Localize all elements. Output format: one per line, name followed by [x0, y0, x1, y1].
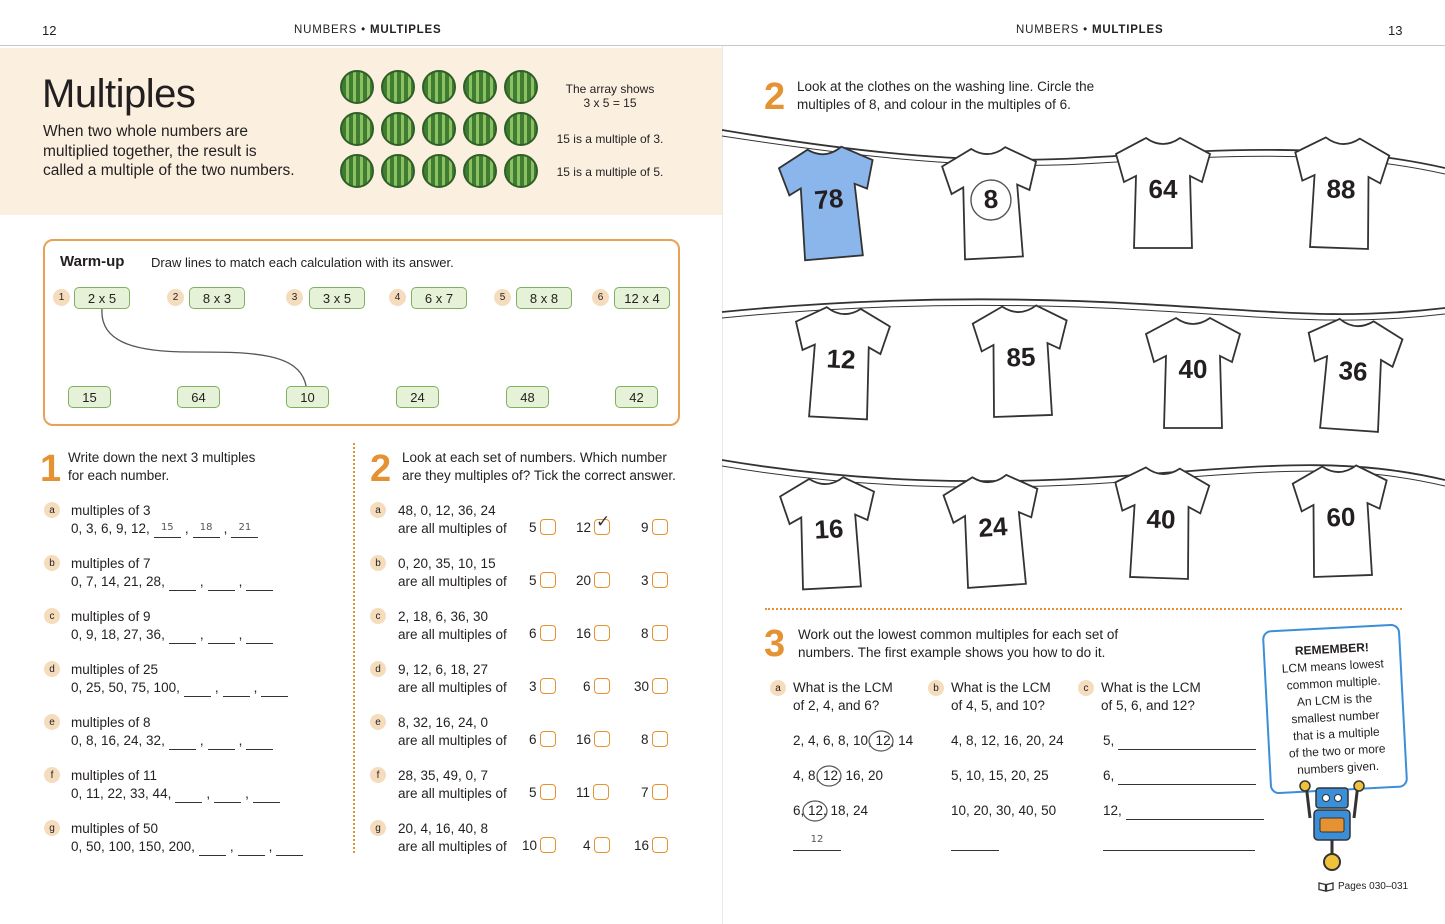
answer-blank[interactable]	[199, 840, 226, 856]
answer-blank[interactable]	[175, 787, 202, 803]
comma: ,	[229, 839, 234, 854]
sequence-text: 0, 3, 6, 9, 12,	[71, 521, 150, 536]
tick-option[interactable]	[576, 625, 610, 641]
shirt-number: 36	[1337, 355, 1369, 387]
answer-blank[interactable]	[169, 575, 196, 591]
tick-option[interactable]	[583, 837, 610, 853]
sequence-row	[71, 785, 280, 803]
sequence-row	[71, 679, 288, 697]
option-value: 11	[576, 784, 591, 800]
lcm-answer-blank[interactable]	[951, 834, 999, 851]
number-set: 20, 4, 16, 40, 8	[398, 821, 489, 836]
tick-box[interactable]	[652, 837, 668, 853]
answer-blank[interactable]	[1126, 806, 1264, 820]
calc-number: 6	[592, 289, 609, 306]
shirt[interactable]	[1106, 458, 1216, 584]
row-start: 12,	[1103, 803, 1122, 818]
answer-blank[interactable]	[214, 787, 241, 803]
item-letter: a	[370, 502, 386, 518]
shirt-number: 40	[1178, 354, 1208, 384]
shirt-number: 64	[1148, 174, 1178, 204]
item-letter: c	[44, 608, 60, 624]
tick-box[interactable]	[594, 678, 610, 694]
stem-text: are all multiples of	[398, 786, 507, 801]
tick-box[interactable]	[594, 625, 610, 641]
option-value: 6	[529, 625, 537, 641]
answer-blank[interactable]: 15	[154, 522, 181, 538]
lcm-question: of 5, 6, and 12?	[1101, 698, 1195, 713]
option-value: 9	[641, 519, 649, 535]
option-value: 4	[583, 837, 591, 853]
calc-number: 5	[494, 289, 511, 306]
sequence-row	[71, 573, 273, 591]
shirt-number: 85	[1005, 341, 1036, 373]
tick-box[interactable]	[540, 519, 556, 535]
item-letter: d	[370, 661, 386, 677]
answer-blank[interactable]	[169, 628, 196, 644]
shirt[interactable]	[936, 464, 1050, 593]
sequence-text: 0, 50, 100, 150, 200,	[71, 839, 195, 854]
lcm-instruction: Work out the lowest common multiples for each set of numbers. The first example shows you how to do it.	[798, 627, 1119, 660]
sequence-text: 0, 11, 22, 33, 44,	[71, 786, 172, 801]
shirt[interactable]	[785, 297, 897, 424]
shirt-number: 78	[813, 182, 845, 216]
calc-chip[interactable]: 6 x 7	[411, 287, 467, 309]
shirt[interactable]	[1296, 308, 1410, 437]
header-rule-right	[722, 45, 1445, 46]
shirt-number: 24	[977, 511, 1009, 543]
item-letter: g	[44, 820, 60, 836]
answer-blank[interactable]	[169, 734, 196, 750]
question-number: 3	[764, 623, 786, 665]
answer-chip[interactable]: 15	[68, 386, 111, 408]
q2-instruction: Look at each set of numbers. Which number are they multiples of? Tick the correct answer.	[402, 450, 676, 483]
tick-option[interactable]	[576, 731, 610, 747]
warmup-label: Warm-up	[60, 253, 125, 270]
tick-box[interactable]	[594, 572, 610, 588]
shirt[interactable]	[966, 296, 1076, 422]
comma: ,	[238, 733, 243, 748]
number-set: 2, 18, 6, 36, 30	[398, 609, 489, 624]
shirt[interactable]	[935, 137, 1047, 264]
tick-option[interactable]	[529, 678, 556, 694]
tick-option[interactable]	[641, 519, 668, 535]
lcm-question: of 2, 4, and 6?	[793, 698, 880, 713]
comma: ,	[184, 521, 189, 536]
lcm-row: 2, 4, 6, 8, 10, 12, 14	[793, 733, 914, 748]
option-value: 8	[641, 731, 649, 747]
lcm-answer-blank[interactable]	[1103, 834, 1255, 851]
lcm-row[interactable]	[1103, 732, 1256, 750]
tick-option[interactable]	[576, 512, 611, 535]
tick-option[interactable]	[576, 572, 610, 588]
shirt-number: 40	[1146, 503, 1177, 535]
lcm-row: 5, 10, 15, 20, 25	[951, 768, 1049, 783]
sequence-row	[71, 838, 303, 856]
worked-example-marks	[780, 720, 900, 860]
answer-blank[interactable]	[246, 734, 273, 750]
stem-text: are all multiples of	[398, 574, 507, 589]
tick-box[interactable]	[652, 519, 668, 535]
tick-box[interactable]	[540, 731, 556, 747]
number-set: 28, 35, 49, 0, 7	[398, 768, 489, 783]
tick-box[interactable]	[593, 784, 609, 800]
stem-text: are all multiples of	[398, 680, 507, 695]
tick-option[interactable]	[529, 731, 556, 747]
item-letter: f	[370, 767, 386, 783]
sequence-row	[71, 732, 273, 750]
tick-box[interactable]	[540, 625, 556, 641]
option-value: 6	[583, 678, 591, 694]
lcm-row[interactable]	[1103, 802, 1264, 820]
stem-text: are all multiples of	[398, 521, 507, 536]
comma: ,	[238, 574, 243, 589]
array-note: The array shows 3 x 5 = 15	[565, 82, 655, 110]
column-divider	[353, 443, 355, 853]
lcm-question: What is the LCM	[951, 680, 1051, 695]
row-start: 6,	[1103, 768, 1115, 783]
multiples-label: multiples of 11	[71, 768, 158, 783]
answer-blank[interactable]	[238, 840, 265, 856]
option-value: 7	[641, 784, 649, 800]
pages-reference: Pages 030–031	[1318, 881, 1408, 892]
item-letter: f	[44, 767, 60, 783]
sequence-row	[71, 626, 273, 644]
tick-box[interactable]	[540, 678, 556, 694]
left-running-head: NUMBERS • MULTIPLES	[294, 24, 442, 36]
match-line	[0, 0, 722, 430]
checkmark-icon: ✓	[596, 512, 611, 531]
item-letter: e	[44, 714, 60, 730]
shirt-number: 16	[813, 513, 845, 545]
option-value: 30	[634, 678, 650, 694]
shirt[interactable]	[1110, 130, 1216, 252]
shirt-number: 12	[825, 343, 857, 375]
calc-chip[interactable]: 8 x 8	[516, 287, 572, 309]
calc-number: 4	[389, 289, 406, 306]
lcm-question: What is the LCM	[793, 680, 893, 695]
lcm-question: of 4, 5, and 10?	[951, 698, 1045, 713]
answer-chip[interactable]: 48	[506, 386, 549, 408]
tick-box[interactable]	[540, 784, 556, 800]
comma: ,	[214, 680, 219, 695]
item-letter: g	[370, 820, 386, 836]
tick-box[interactable]	[652, 572, 668, 588]
question-number: 1	[40, 448, 62, 490]
comma: ,	[245, 786, 249, 801]
multiples-label: multiples of 50	[71, 821, 159, 836]
number-set: 0, 20, 35, 10, 15	[398, 556, 496, 571]
answer-chip[interactable]: 10	[286, 386, 329, 408]
remember-title: REMEMBER!	[1294, 640, 1370, 659]
answer-blank[interactable]	[1118, 771, 1256, 785]
calc-number: 1	[53, 289, 70, 306]
question-number: 2	[370, 448, 392, 490]
intro-text: When two whole numbers are multiplied together, the result is called a multiple of the two numbers.	[43, 123, 295, 179]
robot-icon	[1296, 778, 1368, 878]
sequence-text: 0, 25, 50, 75, 100,	[71, 680, 180, 695]
answer-blank[interactable]: 21	[231, 522, 258, 538]
option-value: 3	[529, 678, 537, 694]
stem-text: are all multiples of	[398, 839, 507, 854]
lcm-row: 4, 8, 12, 16, 20, 24	[951, 733, 1064, 748]
answer-blank[interactable]	[1118, 736, 1256, 750]
shirt[interactable]	[1286, 456, 1396, 582]
tick-option[interactable]	[641, 572, 668, 588]
number-set: 8, 32, 16, 24, 0	[398, 715, 489, 730]
item-letter: c	[370, 608, 386, 624]
shirt-number: 8	[982, 183, 999, 215]
multiple-note-3: 15 is a multiple of 3.	[556, 132, 664, 146]
lcm-row: 6, 12, 18, 24	[793, 803, 869, 818]
answer-blank[interactable]: 18	[193, 522, 220, 538]
tick-box[interactable]	[594, 512, 611, 535]
tick-option[interactable]	[529, 572, 556, 588]
tick-option[interactable]	[529, 519, 556, 535]
multiples-label: multiples of 3	[71, 503, 151, 518]
item-letter: e	[370, 714, 386, 730]
item-letter: b	[370, 555, 386, 571]
sequence-text: 0, 9, 18, 27, 36,	[71, 627, 165, 642]
item-letter: b	[44, 555, 60, 571]
right-page-number: 13	[1388, 23, 1403, 38]
book-icon	[1318, 881, 1334, 892]
calc-number: 3	[286, 289, 303, 306]
tick-option[interactable]	[576, 784, 609, 800]
section-divider	[765, 608, 1402, 610]
tick-option[interactable]	[529, 625, 556, 641]
lcm-row: 4, 8, 12, 16, 20	[793, 768, 884, 783]
tick-box[interactable]	[594, 837, 610, 853]
comma: ,	[199, 627, 204, 642]
right-running-head: NUMBERS • MULTIPLES	[1016, 24, 1164, 36]
page-title: Multiples	[42, 72, 196, 116]
answer-chip[interactable]: 42	[615, 386, 658, 408]
answer-blank[interactable]	[208, 628, 235, 644]
lcm-question: What is the LCM	[1101, 680, 1201, 695]
item-letter: b	[928, 680, 944, 696]
washing-line-instruction: Look at the clothes on the washing line. Circle the multiples of 8, and colour in the multiples of 6.	[797, 79, 1095, 112]
shirt[interactable]	[1286, 128, 1396, 254]
shirt[interactable]	[1140, 310, 1246, 432]
question-number: 2	[764, 76, 786, 118]
calc-chip[interactable]: 12 x 4	[614, 287, 670, 309]
tick-box[interactable]	[594, 731, 610, 747]
q1-instruction: Write down the next 3 multiples for each number.	[68, 450, 256, 483]
comma: ,	[223, 521, 228, 536]
answer-blank[interactable]	[253, 787, 280, 803]
tick-option[interactable]	[522, 837, 556, 853]
shirt[interactable]	[773, 467, 885, 594]
shirt[interactable]	[771, 136, 887, 267]
remember-box: REMEMBER! LCM means lowest common multiple. An LCM is the smallest number that is a multiple of the two or more numbers given.	[1262, 624, 1408, 795]
option-value: 8	[641, 625, 649, 641]
multiples-label: multiples of 7	[71, 556, 151, 571]
tick-option[interactable]	[634, 678, 668, 694]
tick-option[interactable]	[529, 784, 556, 800]
multiples-label: multiples of 8	[71, 715, 151, 730]
stem-text: are all multiples of	[398, 733, 507, 748]
tick-box[interactable]	[652, 625, 668, 641]
row-start: 5,	[1103, 733, 1115, 748]
calc-chip[interactable]: 2 x 5	[74, 287, 130, 309]
number-set: 48, 0, 12, 36, 24	[398, 503, 496, 518]
tick-option[interactable]	[641, 625, 668, 641]
tick-box[interactable]	[652, 784, 668, 800]
answer-blank[interactable]	[246, 628, 273, 644]
answer-chip[interactable]: 64	[177, 386, 220, 408]
option-value: 20	[576, 572, 592, 588]
tick-box[interactable]	[652, 731, 668, 747]
multiples-label: multiples of 9	[71, 609, 151, 624]
tick-option[interactable]	[634, 837, 668, 853]
answer-blank[interactable]	[276, 840, 303, 856]
calc-chip[interactable]: 8 x 3	[189, 287, 245, 309]
warmup-instruction: Draw lines to match each calculation with its answer.	[151, 255, 454, 270]
comma: ,	[268, 839, 273, 854]
option-value: 3	[641, 572, 649, 588]
tick-option[interactable]	[583, 678, 610, 694]
calc-chip[interactable]: 3 x 5	[309, 287, 365, 309]
option-value: 5	[529, 572, 537, 588]
option-value: 6	[529, 731, 537, 747]
option-value: 12	[576, 519, 592, 535]
answer-chip[interactable]: 24	[396, 386, 439, 408]
option-value: 16	[576, 625, 592, 641]
answer-blank[interactable]	[261, 681, 288, 697]
lcm-row[interactable]	[1103, 767, 1256, 785]
sequence-text: 0, 8, 16, 24, 32,	[71, 733, 165, 748]
comma: ,	[238, 627, 243, 642]
option-value: 16	[576, 731, 592, 747]
shirt-number: 88	[1326, 173, 1357, 205]
sequence-text: 0, 7, 14, 21, 28,	[71, 574, 165, 589]
number-set: 9, 12, 6, 18, 27	[398, 662, 489, 677]
item-letter: c	[1078, 680, 1094, 696]
option-value: 5	[529, 784, 537, 800]
stem-text: are all multiples of	[398, 627, 507, 642]
comma: ,	[253, 680, 258, 695]
tick-option[interactable]	[641, 731, 668, 747]
answer-blank[interactable]	[246, 575, 273, 591]
item-letter: d	[44, 661, 60, 677]
tick-box[interactable]	[540, 837, 556, 853]
comma: ,	[199, 733, 204, 748]
shirt-number: 60	[1325, 501, 1356, 533]
tick-box[interactable]	[540, 572, 556, 588]
answer-blank[interactable]	[208, 575, 235, 591]
lcm-answer-blank[interactable]: 12	[793, 834, 841, 851]
answer-blank[interactable]	[208, 734, 235, 750]
lcm-row: 10, 20, 30, 40, 50	[951, 803, 1057, 818]
answer-blank[interactable]	[184, 681, 211, 697]
option-value: 5	[529, 519, 537, 535]
tick-box[interactable]	[652, 678, 668, 694]
answer-blank[interactable]	[223, 681, 250, 697]
calc-number: 2	[167, 289, 184, 306]
sequence-row	[71, 520, 258, 538]
comma: ,	[206, 786, 211, 801]
multiples-label: multiples of 25	[71, 662, 159, 677]
item-letter: a	[44, 502, 60, 518]
multiple-note-5: 15 is a multiple of 5.	[556, 165, 664, 179]
item-letter: a	[770, 680, 786, 696]
tick-option[interactable]	[641, 784, 668, 800]
option-value: 10	[522, 837, 538, 853]
option-value: 16	[634, 837, 650, 853]
comma: ,	[199, 574, 204, 589]
left-page-number: 12	[42, 23, 57, 38]
